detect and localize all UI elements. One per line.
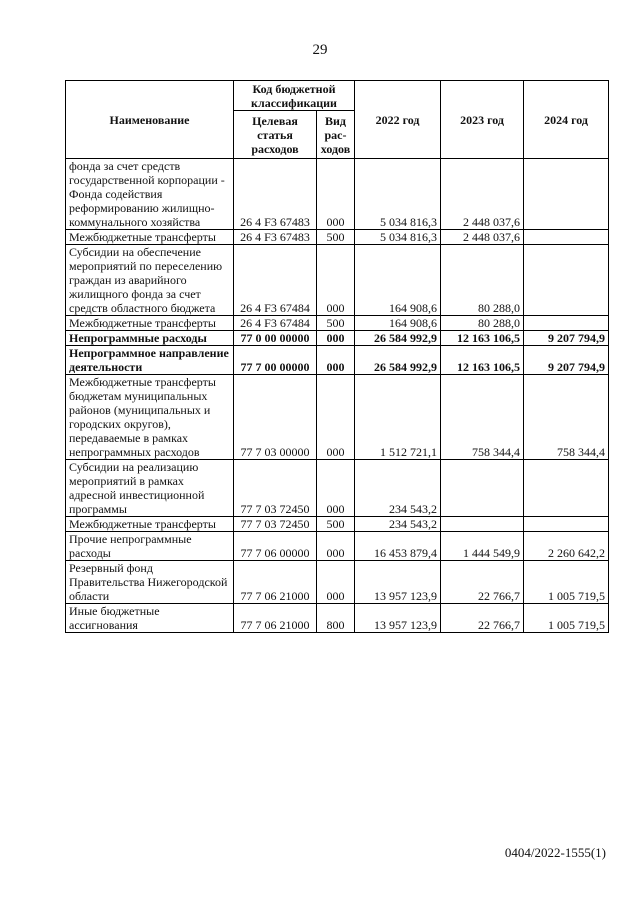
row-target-article: 26 4 F3 67483	[234, 159, 317, 230]
row-2023: 22 766,7	[441, 561, 524, 604]
row-2022: 26 584 992,9	[355, 331, 441, 346]
row-2023: 758 344,4	[441, 375, 524, 460]
row-name: Межбюджетные трансферты бюджетам муниципальных районов (муниципальных и городских округов), передаваемые в рамках непрограммных расходов	[66, 375, 234, 460]
row-target-article: 77 7 06 00000	[234, 532, 317, 561]
row-expense-type: 500	[317, 230, 355, 245]
table-row	[66, 331, 609, 346]
row-2022: 13 957 123,9	[355, 561, 441, 604]
row-expense-type: 000	[317, 159, 355, 230]
row-2024	[524, 230, 609, 245]
document-code: 0404/2022-1555(1)	[504, 845, 606, 860]
header-2023: 2023 год	[441, 81, 524, 159]
header-2024: 2024 год	[524, 81, 609, 159]
row-target-article: 77 7 03 00000	[234, 375, 317, 460]
header-name: Наименование	[66, 81, 234, 159]
row-target-article: 77 7 03 72450	[234, 460, 317, 517]
table-row	[66, 460, 609, 517]
row-2024	[524, 316, 609, 331]
row-target-article: 77 7 03 72450	[234, 517, 317, 532]
row-name: Прочие непрограммные расходы	[66, 532, 234, 561]
row-2024: 9 207 794,9	[524, 346, 609, 375]
row-2023: 80 288,0	[441, 316, 524, 331]
row-name: Межбюджетные трансферты	[66, 316, 234, 331]
row-expense-type: 000	[317, 245, 355, 316]
row-target-article: 77 7 00 00000	[234, 346, 317, 375]
table-row	[66, 159, 609, 230]
row-2024	[524, 245, 609, 316]
row-2023: 1 444 549,9	[441, 532, 524, 561]
row-2022: 13 957 123,9	[355, 604, 441, 633]
row-2024	[524, 460, 609, 517]
table-row	[66, 375, 609, 460]
header-2022: 2022 год	[355, 81, 441, 159]
row-2023: 2 448 037,6	[441, 230, 524, 245]
header-code-group: Код бюджетной классификации	[234, 81, 355, 111]
row-expense-type: 000	[317, 561, 355, 604]
row-2022: 1 512 721,1	[355, 375, 441, 460]
row-expense-type: 000	[317, 331, 355, 346]
row-target-article: 26 4 F3 67483	[234, 230, 317, 245]
row-target-article: 77 7 06 21000	[234, 561, 317, 604]
table-row	[66, 230, 609, 245]
page-number: 29	[312, 42, 328, 58]
row-2023: 12 163 106,5	[441, 331, 524, 346]
row-name: Непрограммное направление деятельности	[66, 346, 234, 375]
row-target-article: 26 4 F3 67484	[234, 245, 317, 316]
header-expense-type: Вид рас-ходов	[317, 111, 355, 159]
row-2024: 1 005 719,5	[524, 604, 609, 633]
row-2024: 758 344,4	[524, 375, 609, 460]
table-row	[66, 532, 609, 561]
row-name: Субсидии на реализацию мероприятий в рамках адресной инвестиционной программы	[66, 460, 234, 517]
row-target-article: 26 4 F3 67484	[234, 316, 317, 331]
row-name: Межбюджетные трансферты	[66, 517, 234, 532]
table-row	[66, 346, 609, 375]
row-target-article: 77 0 00 00000	[234, 331, 317, 346]
row-expense-type: 800	[317, 604, 355, 633]
row-2022: 234 543,2	[355, 460, 441, 517]
header-target-article: Целевая статья расходов	[234, 111, 317, 159]
row-name: фонда за счет средств государственной корпорации - Фонда содействия реформированию жилищно-коммунального хозяйства	[66, 159, 234, 230]
row-2022: 5 034 816,3	[355, 230, 441, 245]
row-expense-type: 000	[317, 375, 355, 460]
row-2023: 2 448 037,6	[441, 159, 524, 230]
row-2023: 22 766,7	[441, 604, 524, 633]
row-2022: 5 034 816,3	[355, 159, 441, 230]
table-row	[66, 604, 609, 633]
row-2022: 16 453 879,4	[355, 532, 441, 561]
row-2024: 9 207 794,9	[524, 331, 609, 346]
row-expense-type: 500	[317, 316, 355, 331]
row-expense-type: 000	[317, 532, 355, 561]
row-expense-type: 000	[317, 346, 355, 375]
row-target-article: 77 7 06 21000	[234, 604, 317, 633]
row-2024	[524, 517, 609, 532]
row-expense-type: 000	[317, 460, 355, 517]
row-2023: 80 288,0	[441, 245, 524, 316]
row-2024	[524, 159, 609, 230]
row-name: Субсидии на обеспечение мероприятий по переселению граждан из аварийного жилищного фонда за счет средств областного бюджета	[66, 245, 234, 316]
row-name: Межбюджетные трансферты	[66, 230, 234, 245]
row-2024: 1 005 719,5	[524, 561, 609, 604]
table-row	[66, 517, 609, 532]
row-name: Непрограммные расходы	[66, 331, 234, 346]
budget-table	[65, 80, 609, 633]
row-name: Иные бюджетные ассигнования	[66, 604, 234, 633]
row-2023	[441, 517, 524, 532]
row-2022: 26 584 992,9	[355, 346, 441, 375]
row-2023	[441, 460, 524, 517]
row-expense-type: 500	[317, 517, 355, 532]
row-2022: 234 543,2	[355, 517, 441, 532]
table-row	[66, 245, 609, 316]
row-2024: 2 260 642,2	[524, 532, 609, 561]
row-2023: 12 163 106,5	[441, 346, 524, 375]
table-body	[66, 159, 609, 633]
table-row	[66, 316, 609, 331]
row-2022: 164 908,6	[355, 245, 441, 316]
row-2022: 164 908,6	[355, 316, 441, 331]
row-name: Резервный фонд Правительства Нижегородской области	[66, 561, 234, 604]
table-row	[66, 561, 609, 604]
